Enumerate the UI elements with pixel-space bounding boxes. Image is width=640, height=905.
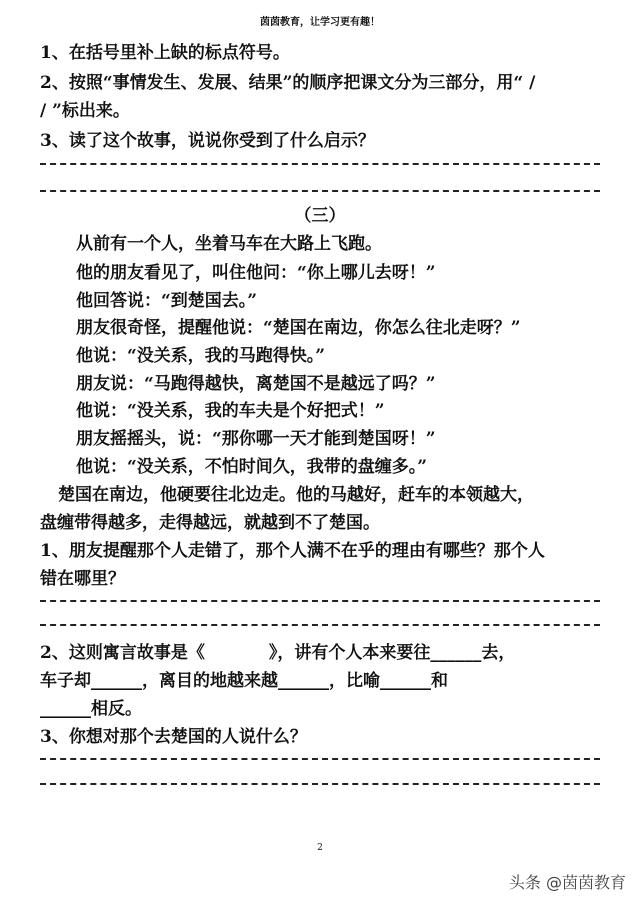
story-line-9: 他说：“没关系，不怕时间久，我带的盘缠多。” bbox=[76, 457, 428, 477]
story-line-8: 朋友摇摇头，说：“那你哪一天才能到楚国呀！” bbox=[76, 429, 436, 449]
story-line-7: 他说：“没关系，我的车夫是个好把式！” bbox=[76, 401, 385, 421]
reading-question-2-line-1 bbox=[40, 642, 515, 664]
answer-line bbox=[40, 783, 600, 785]
reading-question-3: 3、你想对那个去楚国的人说什么？ bbox=[40, 727, 307, 747]
story-line-10: 楚国在南边，他硬要往北边走。他的马越好，赶车的本领越大， bbox=[58, 485, 534, 505]
section-title: （三） bbox=[294, 206, 346, 226]
reading-question-2-part-a: 2、这则寓言故事是《 bbox=[40, 643, 205, 663]
reading-question-2-part-b: 》，讲有个人本来要往______去， bbox=[268, 643, 516, 663]
answer-line bbox=[40, 758, 600, 760]
watermark: 头条 @茵茵教育 bbox=[508, 873, 626, 892]
answer-line bbox=[40, 163, 600, 165]
reading-question-2-line-2: 车子却______，离目的地越来越______，比喻______和 bbox=[40, 671, 448, 691]
page-header: 茵茵教育，让学习更有趣！ bbox=[260, 17, 380, 28]
reading-question-1-line-2: 错在哪里？ bbox=[40, 569, 125, 589]
question-1: 1、在括号里补上缺的标点符号。 bbox=[40, 43, 290, 63]
reading-question-1-line-1: 1、朋友提醒那个人走错了，那个人满不在乎的理由有哪些？那个人 bbox=[40, 541, 545, 561]
page-number: 2 bbox=[317, 843, 323, 853]
story-line-11: 盘缠带得越多，走得越远，就越到不了楚国。 bbox=[40, 513, 380, 533]
answer-line bbox=[40, 624, 600, 626]
question-3: 3、读了这个故事，说说你受到了什么启示？ bbox=[40, 131, 375, 151]
story-line-1: 从前有一个人，坐着马车在大路上飞跑。 bbox=[76, 234, 382, 254]
story-line-3: 他回答说：“到楚国去。” bbox=[76, 291, 258, 311]
story-line-4: 朋友很奇怪，提醒他说：“楚国在南边，你怎么往北走呀？” bbox=[76, 318, 521, 338]
question-2-line-1: 2、按照“事情发生、发展、结果”的顺序把课文分为三部分，用“ / bbox=[40, 73, 536, 93]
answer-line bbox=[40, 190, 600, 192]
story-line-5: 他说：“没关系，我的马跑得快。” bbox=[76, 346, 326, 366]
story-line-2: 他的朋友看见了，叫住他问：“你上哪儿去呀！” bbox=[76, 263, 436, 283]
answer-line bbox=[40, 600, 600, 602]
reading-question-2-line-3: ______相反。 bbox=[40, 699, 142, 719]
story-line-6: 朋友说：“马跑得越快，离楚国不是越远了吗？” bbox=[76, 374, 436, 394]
question-2-line-2: / ”标出来。 bbox=[40, 101, 130, 121]
